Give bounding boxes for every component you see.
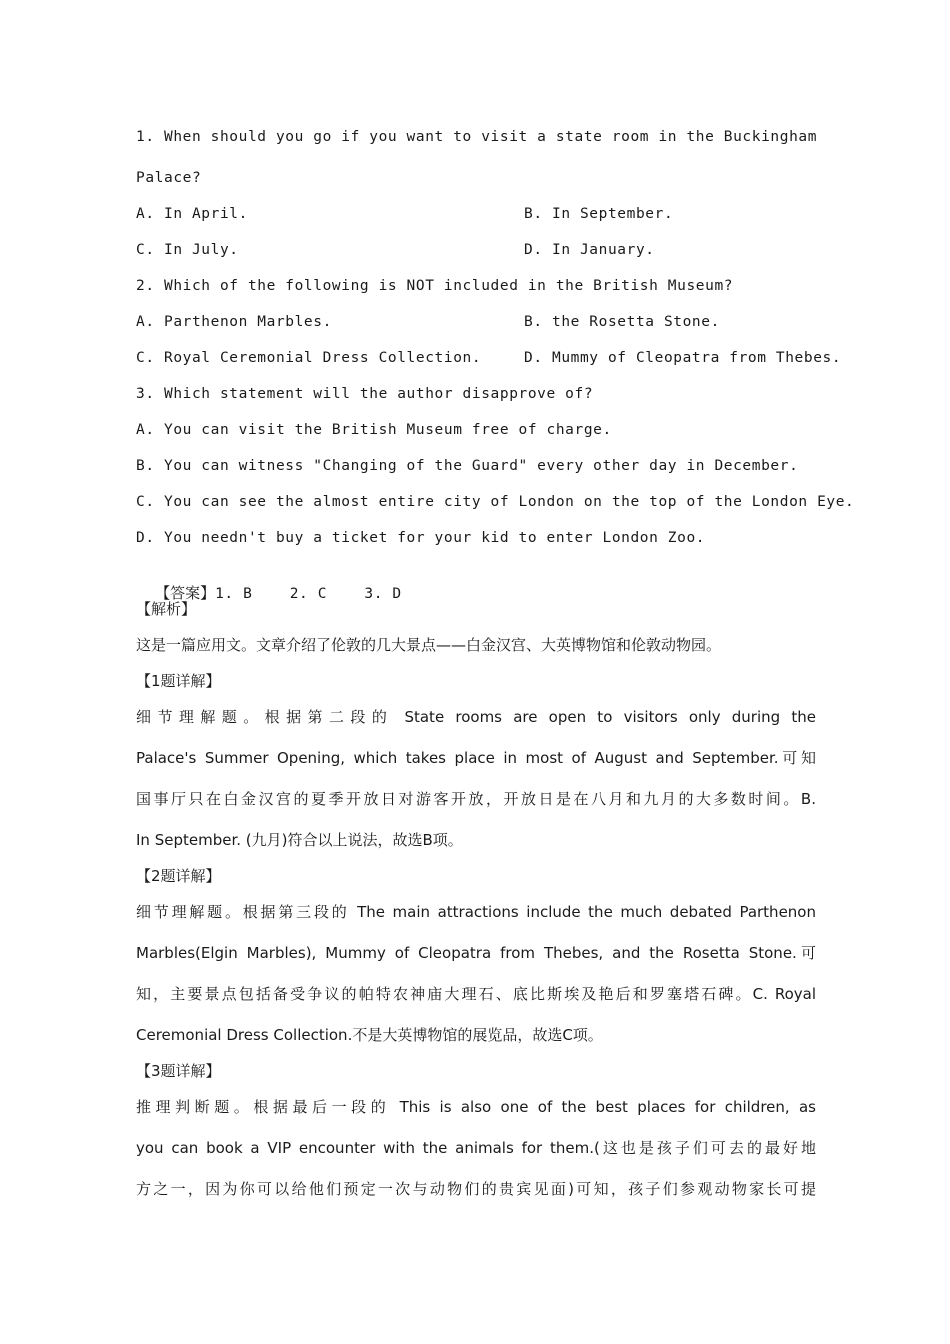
question-3-option-a: A. You can visit the British Museum free of charge. xyxy=(136,422,612,438)
detail-3-line-2: you can book a VIP encounter with the animals for them.(这也是孩子们可去的最好地 xyxy=(136,1139,816,1157)
detail-1-line-4: In September. (九月)符合以上说法，故选B项。 xyxy=(136,831,463,849)
question-1-option-d: D. In January. xyxy=(524,242,655,258)
question-3-option-c: C. You can see the almost entire city of London on the top of the London Eye. xyxy=(136,494,855,510)
answer-text: 1. B 2. C 3. D xyxy=(215,586,402,602)
question-3-option-b: B. You can witness "Changing of the Guard" every other day in December. xyxy=(136,458,799,474)
detail-1-line-3: 国事厅只在白金汉宫的夏季开放日对游客开放，开放日是在八月和九月的大多数时间。B. xyxy=(136,790,816,808)
detail-2-label: 【2题详解】 xyxy=(136,867,221,885)
detail-2-line-4: Ceremonial Dress Collection.不是大英博物馆的展览品，故选C项。 xyxy=(136,1026,603,1044)
detail-3-line-1: 推理判断题。根据最后一段的 This is also one of the best places for children, as xyxy=(136,1098,816,1116)
question-1-stem-line-1: 1. When should you go if you want to visit a state room in the Buckingham xyxy=(136,129,818,145)
detail-2-line-1: 细节理解题。根据第三段的 The main attractions include the much debated Parthenon xyxy=(136,903,816,921)
question-1-option-c: C. In July. xyxy=(136,242,239,258)
detail-2-line-3: 知，主要景点包括备受争议的帕特农神庙大理石、底比斯埃及艳后和罗塞塔石碑。C. Royal xyxy=(136,985,816,1003)
question-1-option-b: B. In September. xyxy=(524,206,674,222)
question-2-option-d: D. Mummy of Cleopatra from Thebes. xyxy=(524,350,842,366)
detail-2-line-2: Marbles(Elgin Marbles), Mummy of Cleopatra from Thebes, and the Rosetta Stone.可 xyxy=(136,944,816,962)
question-3-option-d: D. You needn't buy a ticket for your kid to enter London Zoo. xyxy=(136,530,706,546)
question-2-option-c: C. Royal Ceremonial Dress Collection. xyxy=(136,350,482,366)
detail-1-label: 【1题详解】 xyxy=(136,672,221,690)
question-2-stem: 2. Which of the following is NOT included in the British Museum? xyxy=(136,278,734,294)
analysis-label: 【解析】 xyxy=(136,600,197,618)
question-1-option-a: A. In April. xyxy=(136,206,248,222)
question-1-stem-line-2: Palace? xyxy=(136,170,202,186)
detail-3-label: 【3题详解】 xyxy=(136,1062,221,1080)
detail-3-line-3: 方之一，因为你可以给他们预定一次与动物们的贵宾见面)可知，孩子们参观动物家长可提 xyxy=(136,1180,816,1198)
question-3-stem: 3. Which statement will the author disapprove of? xyxy=(136,386,594,402)
question-2-option-b: B. the Rosetta Stone. xyxy=(524,314,720,330)
question-2-option-a: A. Parthenon Marbles. xyxy=(136,314,332,330)
answer-label: 【答案】 xyxy=(155,584,216,602)
detail-1-line-2: Palace's Summer Opening, which takes place in most of August and September.可知 xyxy=(136,749,816,767)
detail-1-line-1: 细节理解题。根据第二段的 State rooms are open to visitors only during the xyxy=(136,708,816,726)
analysis-summary: 这是一篇应用文。文章介绍了伦敦的几大景点——白金汉宫、大英博物馆和伦敦动物园。 xyxy=(136,636,722,654)
